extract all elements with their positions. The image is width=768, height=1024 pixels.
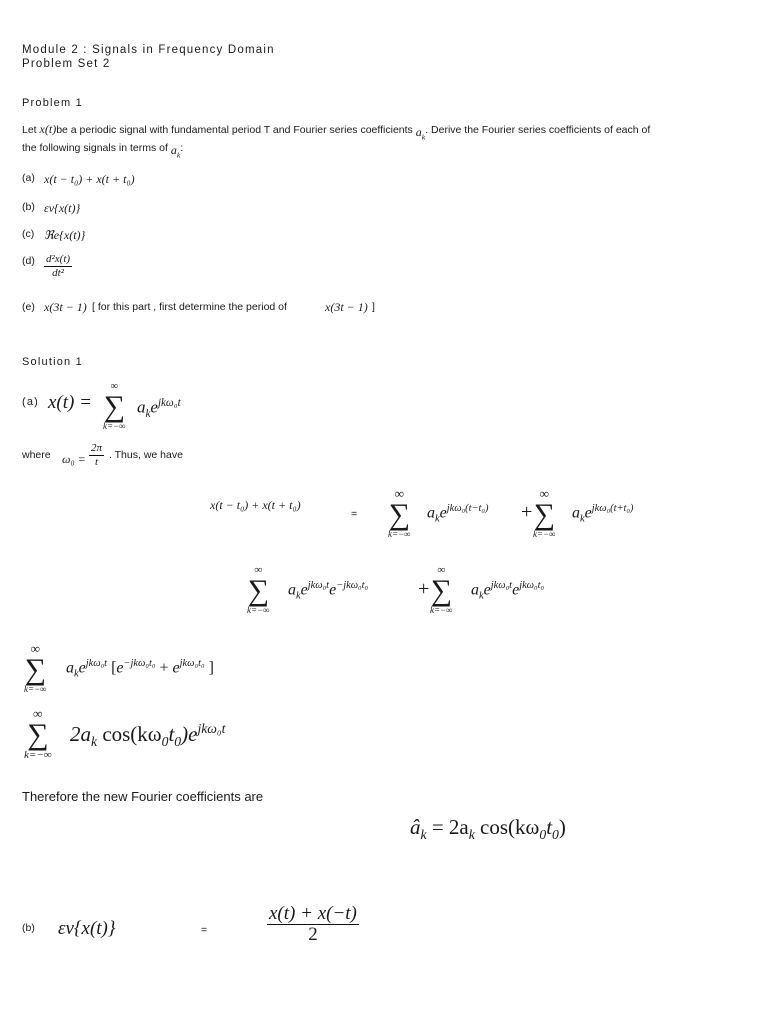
result-t: t xyxy=(546,815,553,839)
eq1-term xyxy=(137,397,181,420)
part-d-den: dt² xyxy=(52,266,64,279)
result-t-sub: 0 xyxy=(552,827,559,843)
eq2-plus: + xyxy=(521,501,533,523)
eq4-e-sup: jkω₀t xyxy=(85,658,108,669)
eq2-sum1-lower: k=−∞ xyxy=(388,529,411,539)
eq1-e-sup: jkω₀t xyxy=(157,397,181,409)
omega-lhs: ω₀ = xyxy=(62,452,86,466)
eq5-t-sub: 0 xyxy=(174,734,182,750)
eq1-sum-upper: ∞ xyxy=(110,381,118,392)
eq4-a: a xyxy=(66,659,74,677)
result-a-hat: â xyxy=(410,815,421,839)
eq1-lhs xyxy=(48,392,92,414)
solution-a-label: (a) xyxy=(22,396,40,408)
part-d-label: (d) xyxy=(22,255,35,267)
eq5-t: t xyxy=(168,722,175,746)
eq4-e: e xyxy=(78,659,86,677)
part-a-label: (a) xyxy=(22,172,35,184)
problem-set-title: Problem Set 2 xyxy=(22,58,111,70)
eq2-a1-sub: k xyxy=(435,513,440,525)
intro-ak-sub: k xyxy=(421,132,426,142)
eq1-a-sub: k xyxy=(145,408,151,421)
eq5-sum-symbol: ∑ xyxy=(27,718,49,751)
eq3-a1-sub: k xyxy=(296,590,301,602)
eq4-plus: + xyxy=(159,659,169,677)
intro-line2-text: the following signals in terms of xyxy=(22,142,168,154)
eq5-cos: cos(kω xyxy=(102,722,162,746)
eq2-sum-1 xyxy=(388,487,411,539)
eq2-a2: a xyxy=(572,504,580,522)
eq2-a2-sub: k xyxy=(580,513,585,525)
part-c-label: (c) xyxy=(22,228,35,240)
eq4-bracket-open: [ xyxy=(111,659,117,677)
eq2-a1: a xyxy=(427,504,435,522)
eq3-a2: a xyxy=(471,581,479,599)
eq1-sum xyxy=(103,382,126,431)
part-e-note: [ for this part , first determine the period of xyxy=(92,301,287,313)
eq3-e2-sup: −jkω₀t₀ xyxy=(336,580,369,591)
eq3-e1-sup: jkω₀t xyxy=(307,580,330,591)
eq2-e1-sup: jkω₀(t−t₀) xyxy=(446,503,489,514)
intro-line2-end: : xyxy=(180,142,184,154)
eq1-e: e xyxy=(150,397,158,417)
eq5-cos-sub: 0 xyxy=(161,734,169,750)
result-eq: = 2a xyxy=(426,815,469,839)
eq1-sum-symbol: ∑ xyxy=(103,390,125,423)
part-b-label: (b) xyxy=(22,201,35,213)
eq3-term-2 xyxy=(471,580,544,602)
eq3-e4: e xyxy=(512,581,520,599)
eq2-sum1-upper: ∞ xyxy=(394,486,404,501)
eq5-close: )e xyxy=(181,722,198,746)
eq3-sum1-lower: k=−∞ xyxy=(247,605,270,615)
part-d-num: d²x(t) xyxy=(46,253,71,265)
result-a-sub: k xyxy=(468,827,475,843)
eq3-e3-sup: jkω₀t xyxy=(490,580,513,591)
eq3-sum1-symbol: ∑ xyxy=(247,574,269,607)
eq5-coef: 2a xyxy=(70,722,91,746)
part-c-expr: ℜe{x(t)} xyxy=(44,228,86,242)
module-title: Module 2 : Signals in Frequency Domain xyxy=(22,44,275,56)
part-e-note-end: ] xyxy=(372,301,375,313)
eq3-a2-sub: k xyxy=(479,590,484,602)
eq5-sum xyxy=(24,707,52,761)
part-e-note-expr: x(3t − 1) xyxy=(325,300,368,314)
eq2-term-1 xyxy=(427,503,489,525)
omega-fraction xyxy=(89,443,104,468)
result-expr: $â_k = 2a_k$ $\cos(k\omega_0t_0)$ xyxy=(410,815,566,843)
eq5-exp: jkω₀t xyxy=(197,721,226,736)
eq4-e3-sup: jkω₀t₀ xyxy=(179,658,205,669)
eq4-term xyxy=(66,658,214,680)
eq2-sum2-upper: ∞ xyxy=(539,486,549,501)
intro-line2-ak-sub: k xyxy=(176,150,181,160)
eq3-sum2-upper: ∞ xyxy=(437,564,446,576)
b-lhs: εv{x(t)} xyxy=(58,918,116,939)
part-e-label: (e) xyxy=(22,301,35,313)
intro-line-1 xyxy=(22,122,651,142)
eq4-sum-lower: k=−∞ xyxy=(24,684,47,694)
thus-text: . Thus, we have xyxy=(109,449,183,461)
intro-derive: . Derive the Fourier series coefficients of each of xyxy=(425,124,651,136)
result-a-hat-sub: k xyxy=(420,827,427,843)
eq4-sum-symbol: ∑ xyxy=(24,653,46,686)
eq3-e4-sup: jkω₀t₀ xyxy=(519,580,545,591)
eq2-e2-sup: jkω₀(t+t₀) xyxy=(591,503,634,514)
eq5-sum-lower: k=−∞ xyxy=(24,749,52,761)
eq2-equals: = xyxy=(351,508,358,520)
part-b-expr: εv{x(t)} xyxy=(44,201,81,215)
eq3-sum-2 xyxy=(430,565,453,615)
eq2-e1: e xyxy=(439,504,447,522)
eq3-e3: e xyxy=(483,581,491,599)
intro-line2-ak: a xyxy=(170,143,177,157)
eq3-sum-1 xyxy=(247,565,270,615)
b-num: x(t) + x(−t) xyxy=(269,903,357,924)
eq2-e2: e xyxy=(584,504,592,522)
eq3-plus: + xyxy=(418,578,430,600)
eq2-sum-2 xyxy=(533,487,556,539)
eq4-sum xyxy=(24,642,47,694)
part-a-expr: x(t − t₀) + x(t + t₀) xyxy=(44,172,135,186)
eq1-sum-lower: k=−∞ xyxy=(103,421,126,431)
eq2-lhs: x(t − t₀) + x(t + t₀) xyxy=(210,498,301,512)
eq2-term-2 xyxy=(572,503,634,525)
part-d-fraction xyxy=(44,254,72,279)
problem-heading: Problem 1 xyxy=(22,97,83,109)
eq3-sum2-lower: k=−∞ xyxy=(430,605,453,615)
where-text: where xyxy=(22,449,51,461)
eq4-e2: e xyxy=(116,659,124,677)
solution-b-label: (b) xyxy=(22,922,35,934)
therefore-text: Therefore the new Fourier coefficients are xyxy=(22,789,264,804)
b-equals: = xyxy=(201,924,208,936)
b-fraction xyxy=(267,904,359,946)
eq4-sum-upper: ∞ xyxy=(30,641,40,656)
intro-line-2 xyxy=(22,140,184,160)
result-cos-sub: 0 xyxy=(539,827,547,843)
eq3-e1: e xyxy=(300,581,308,599)
eq3-term-1 xyxy=(288,580,368,602)
eq4-e3: e xyxy=(172,659,180,677)
eq5-coef-sub: k xyxy=(91,734,98,750)
eq4-a-sub: k xyxy=(74,668,79,680)
omega-num: 2π xyxy=(91,442,103,454)
eq4-e2-sup: −jkω₀t₀ xyxy=(123,658,156,669)
solution-heading: Solution 1 xyxy=(22,356,83,368)
eq3-sum2-symbol: ∑ xyxy=(430,574,452,607)
eq4-bracket-close: ] xyxy=(208,659,214,677)
intro-text: be a periodic signal with fundamental period T and Fourier series coefficients xyxy=(56,124,413,136)
omega-den: t xyxy=(94,455,99,468)
eq3-a1: a xyxy=(288,581,296,599)
eq5-sum-upper: ∞ xyxy=(33,706,43,721)
eq2-sum2-lower: k=−∞ xyxy=(533,529,556,539)
intro-xt: x(t) xyxy=(39,122,57,136)
eq5-term xyxy=(70,721,225,750)
eq3-sum1-upper: ∞ xyxy=(254,564,263,576)
b-den: 2 xyxy=(308,923,318,945)
eq1-a: a xyxy=(137,397,146,417)
eq2-sum2-symbol: ∑ xyxy=(533,498,555,531)
eq3-e2: e xyxy=(329,581,337,599)
intro-ak: a xyxy=(415,125,422,139)
eq1-lhs-text: x(t) = xyxy=(48,392,92,413)
eq2-sum1-symbol: ∑ xyxy=(388,498,410,531)
intro-let: Let xyxy=(22,124,37,136)
part-e-expr: x(3t − 1) xyxy=(44,300,87,314)
result-cos: cos(kω xyxy=(480,815,540,839)
